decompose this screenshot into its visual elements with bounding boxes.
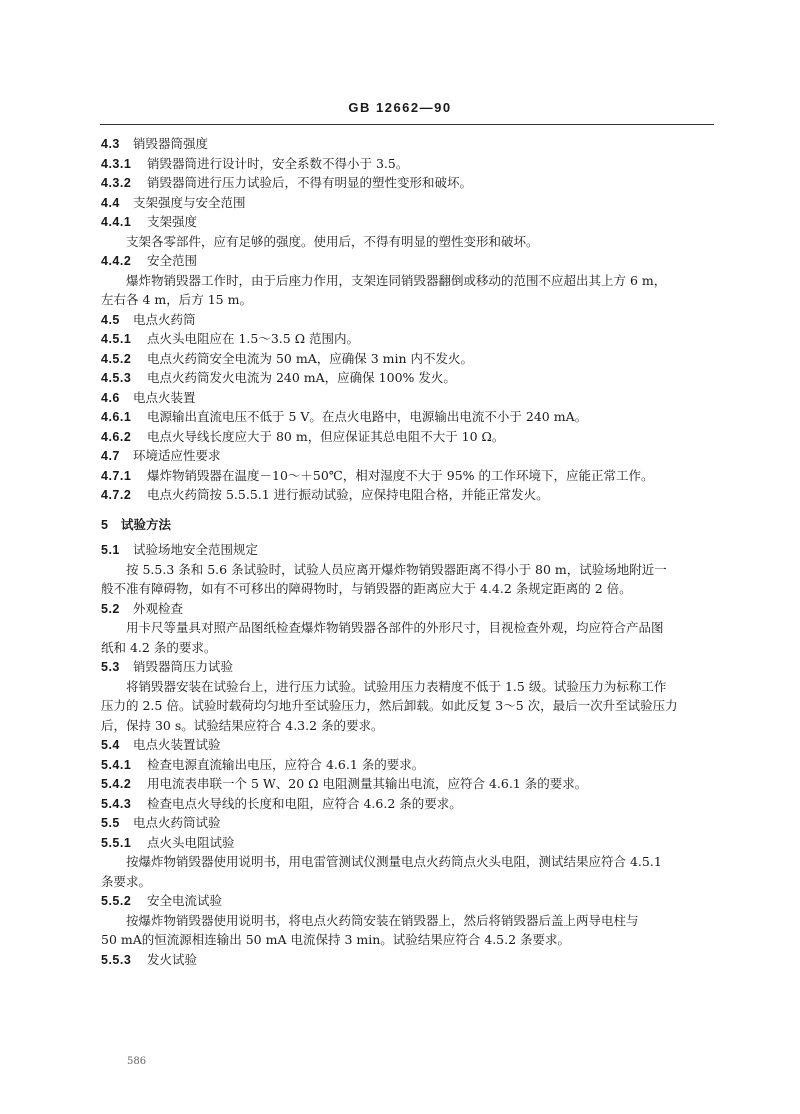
clause-number: 4.7.2 <box>101 488 132 502</box>
clause-heading <box>101 310 741 330</box>
document-header-standard-code: GB 12662—90 <box>348 100 452 115</box>
clause-heading <box>101 599 741 619</box>
body-paragraph-line <box>101 696 741 716</box>
body-paragraph-line <box>101 872 741 892</box>
clause-number: 4.5.2 <box>101 351 132 366</box>
body-paragraph-line <box>101 852 741 872</box>
clause-text: 销毁器筒强度 <box>133 136 209 151</box>
clause-heading <box>101 212 741 232</box>
clause-heading <box>101 349 741 369</box>
clause-heading <box>101 833 741 853</box>
clause-number: 4.6.1 <box>101 410 132 424</box>
clause-number: 4.3 <box>101 137 120 151</box>
clause-text: 电点火装置 <box>133 389 196 405</box>
clause-number: 4.4 <box>101 195 120 210</box>
clause-text: 按爆炸物销毁器使用说明书，将电点火药筒安装在销毁器上，然后将销毁器后盖上两导电柱与 <box>126 912 639 928</box>
clause-text: 安全电流试验 <box>147 893 223 908</box>
clause-text: 支架强度 <box>147 214 198 229</box>
clause-heading <box>101 446 741 466</box>
clause-heading <box>101 794 741 814</box>
clause-heading <box>101 774 741 794</box>
clause-number: 5.5.1 <box>101 835 132 850</box>
body-paragraph-line <box>101 911 741 931</box>
clause-text: 电点火药筒试验 <box>133 815 221 830</box>
clause-number: 5.4.3 <box>101 796 132 811</box>
clause-text: 点火头电阻试验 <box>147 834 235 850</box>
clause-text: 50 mA的恒流源相连输出 50 mA 电流保持 3 min。试验结果应符合 4.5.2 条要求。 <box>101 932 571 947</box>
clause-heading <box>101 755 741 775</box>
clause-number: 5.1 <box>101 543 120 557</box>
body-paragraph-line <box>101 930 741 950</box>
clause-text: 试验场地安全范围规定 <box>133 542 259 557</box>
clause-text: 环境适应性要求 <box>133 448 221 463</box>
clause-number: 5.4.2 <box>101 777 132 791</box>
clause-number: 4.5.1 <box>101 332 132 346</box>
clause-heading <box>101 407 741 427</box>
clause-text: 用卡尺等量具对照产品图纸检查爆炸物销毁器各部件的外形尺寸，目视检查外观，均应符合产品图 <box>126 620 664 635</box>
clause-heading <box>101 540 741 560</box>
clause-text: 电点火导线长度应大于 80 m，但应保证其总电阻不大于 10 Ω。 <box>147 428 505 444</box>
clause-text: 电点火药筒按 5.5.5.1 进行振动试验，应保持电阻合格，并能正常发火。 <box>147 487 549 502</box>
clause-number: 5.3 <box>101 660 120 674</box>
clause-heading <box>101 193 741 213</box>
clause-text: 电源输出直流电压不低于 5 V。在点火电路中，电源输出电流不小于 240 mA。 <box>147 409 588 424</box>
clause-text: 用电流表串联一个 5 W、20 Ω 电阻测量其输出电流，应符合 4.6.1 条的要求。 <box>147 776 588 791</box>
clause-text: 电点火药筒 <box>133 311 196 327</box>
clause-text: 支架各零部件，应有足够的强度。使用后，不得有明显的塑性变形和破坏。 <box>126 233 539 249</box>
clause-number: 4.3.2 <box>101 176 132 190</box>
clause-number: 4.4.1 <box>101 215 132 229</box>
clause-text: 爆炸物销毁器在温度－10～＋50℃，相对湿度不大于 95% 的工作环境下，应能正常工作。 <box>147 467 654 483</box>
clause-heading <box>101 891 741 911</box>
clause-number: 4.4.2 <box>101 254 132 268</box>
clause-text: 电点火药筒安全电流为 50 mA，应确保 3 min 内不发火。 <box>147 350 474 366</box>
clause-number: 4.5.3 <box>101 371 132 385</box>
clause-text: 左右各 4 m，后方 15 m。 <box>101 292 252 307</box>
clause-number: 5.5.3 <box>101 952 132 967</box>
body-paragraph-line <box>101 271 741 291</box>
body-paragraph-line <box>101 618 741 638</box>
document-body <box>101 134 741 969</box>
clause-text: 条要求。 <box>101 873 152 889</box>
clause-text: 压力的 2.5 倍。试验时载荷均匀地升至试验压力，然后卸载。如此反复 3～5 次，最后一次升至试验压力 <box>101 698 678 713</box>
clause-text: 销毁器筒进行压力试验后，不得有明显的塑性变形和破坏。 <box>147 175 473 190</box>
clause-text: 检查电源直流输出电压，应符合 4.6.1 条的要求。 <box>147 756 425 772</box>
clause-text: 销毁器筒进行设计时，安全系数不得小于 3.5。 <box>147 155 409 171</box>
clause-heading <box>101 466 741 486</box>
clause-text: 后，保持 30 s。试验结果应符合 4.3.2 条的要求。 <box>101 717 384 733</box>
clause-heading <box>101 388 741 408</box>
clause-number: 5.5.2 <box>101 894 132 908</box>
clause-number: 5.4 <box>101 738 120 752</box>
clause-heading <box>101 251 741 271</box>
clause-number: 4.3.1 <box>101 156 132 171</box>
clause-heading <box>101 735 741 755</box>
clause-text: 安全范围 <box>147 253 198 268</box>
clause-heading <box>101 134 741 154</box>
clause-number: 5.2 <box>101 601 120 616</box>
clause-number: 4.7 <box>101 449 120 463</box>
clause-text: 电点火装置试验 <box>133 737 221 752</box>
clause-number: 4.6 <box>101 390 120 405</box>
clause-heading <box>101 485 741 505</box>
body-paragraph-line <box>101 579 741 599</box>
clause-text: 爆炸物销毁器工作时，由于后座力作用，支架连同销毁器翻倒或移动的范围不应超出其上方 6 m， <box>126 272 667 288</box>
clause-number: 4.5 <box>101 312 120 327</box>
clause-text: 点火头电阻应在 1.5～3.5 Ω 范围内。 <box>147 331 360 346</box>
clause-heading <box>101 154 741 174</box>
clause-number: 4.7.1 <box>101 468 132 483</box>
clause-text: 电点火药筒发火电流为 240 mA，应确保 100% 发火。 <box>147 370 456 385</box>
clause-number: 5.4.1 <box>101 757 132 772</box>
clause-heading <box>101 427 741 447</box>
clause-text: 支架强度与安全范围 <box>133 194 246 210</box>
body-paragraph-line <box>101 232 741 252</box>
clause-text: 般不准有障碍物，如有不可移出的障碍物时，与销毁器的距离应大于 4.4.2 条规定距离的 2 倍。 <box>101 581 632 596</box>
clause-text: 纸和 4.2 条的要求。 <box>101 639 217 655</box>
clause-text: 按 5.5.3 条和 5.6 条试验时，试验人员应离开爆炸物销毁器距离不得小于 80 m，试验场地附近一 <box>126 561 667 577</box>
header-rule <box>100 124 714 125</box>
clause-number: 5.5 <box>101 816 120 830</box>
clause-text: 外观检查 <box>133 600 184 616</box>
clause-text: 试验方法 <box>121 516 172 532</box>
body-paragraph-line <box>101 290 741 310</box>
clause-heading <box>101 368 741 388</box>
clause-text: 发火试验 <box>147 951 198 967</box>
body-paragraph-line <box>101 716 741 736</box>
clause-heading <box>101 173 741 193</box>
clause-heading <box>101 950 741 970</box>
body-paragraph-line <box>101 677 741 697</box>
clause-text: 销毁器筒压力试验 <box>133 659 234 674</box>
section-heading <box>101 515 741 535</box>
clause-heading <box>101 329 741 349</box>
clause-number: 5 <box>101 517 109 532</box>
clause-number: 4.6.2 <box>101 429 132 444</box>
clause-heading <box>101 813 741 833</box>
body-paragraph-line <box>101 638 741 658</box>
clause-text: 按爆炸物销毁器使用说明书，用电雷管测试仪测量电点火药筒点火头电阻，测试结果应符合 4.5.1 <box>126 854 662 869</box>
clause-text: 检查电点火导线的长度和电阻，应符合 4.6.2 条的要求。 <box>147 795 462 811</box>
page-number: 586 <box>127 1056 147 1067</box>
clause-heading <box>101 657 741 677</box>
clause-text: 将销毁器安装在试验台上，进行压力试验。试验用压力表精度不低于 1.5 级。试验压力为标称工作 <box>126 678 667 694</box>
body-paragraph-line <box>101 560 741 580</box>
